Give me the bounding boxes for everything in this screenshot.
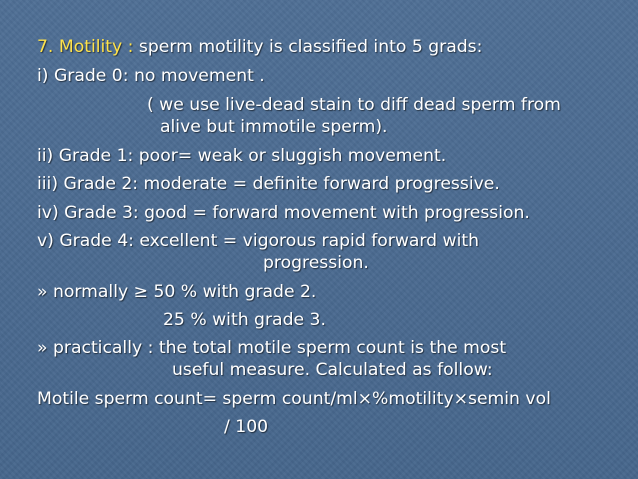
- heading-text: sperm motility is classified into 5 grads:: [138, 37, 483, 57]
- stain-note-line-1: ( we use live-dead stain to diff dead sperm from: [147, 95, 561, 115]
- grade-2-line: iii) Grade 2: moderate = definite forward progressive.: [37, 174, 500, 194]
- stain-note-line-2: alive but immotile sperm).: [160, 117, 388, 137]
- grade-3-line: iv) Grade 3: good = forward movement with progression.: [37, 203, 530, 223]
- grade-4-line-2: progression.: [263, 253, 369, 273]
- grade-1-line: ii) Grade 1: poor= weak or sluggish movement.: [37, 146, 447, 166]
- grade-4-line-1: v) Grade 4: excellent = vigorous rapid forward with: [37, 231, 480, 251]
- normally-line-1: » normally ≥ 50 % with grade 2.: [37, 282, 317, 302]
- heading-number: 7.: [37, 37, 54, 57]
- practically-line-2: useful measure. Calculated as follow:: [172, 360, 493, 380]
- normally-line-2: 25 % with grade 3.: [163, 310, 326, 330]
- heading-line: [37, 36, 482, 58]
- grade-0-line: i) Grade 0: no movement .: [37, 66, 265, 86]
- practically-line-1: » practically : the total motile sperm count is the most: [37, 338, 507, 358]
- heading-term: Motility :: [58, 37, 134, 57]
- formula-line-1: Motile sperm count= sperm count/ml×%motility×semin vol: [37, 389, 551, 409]
- formula-line-2: / 100: [224, 417, 269, 437]
